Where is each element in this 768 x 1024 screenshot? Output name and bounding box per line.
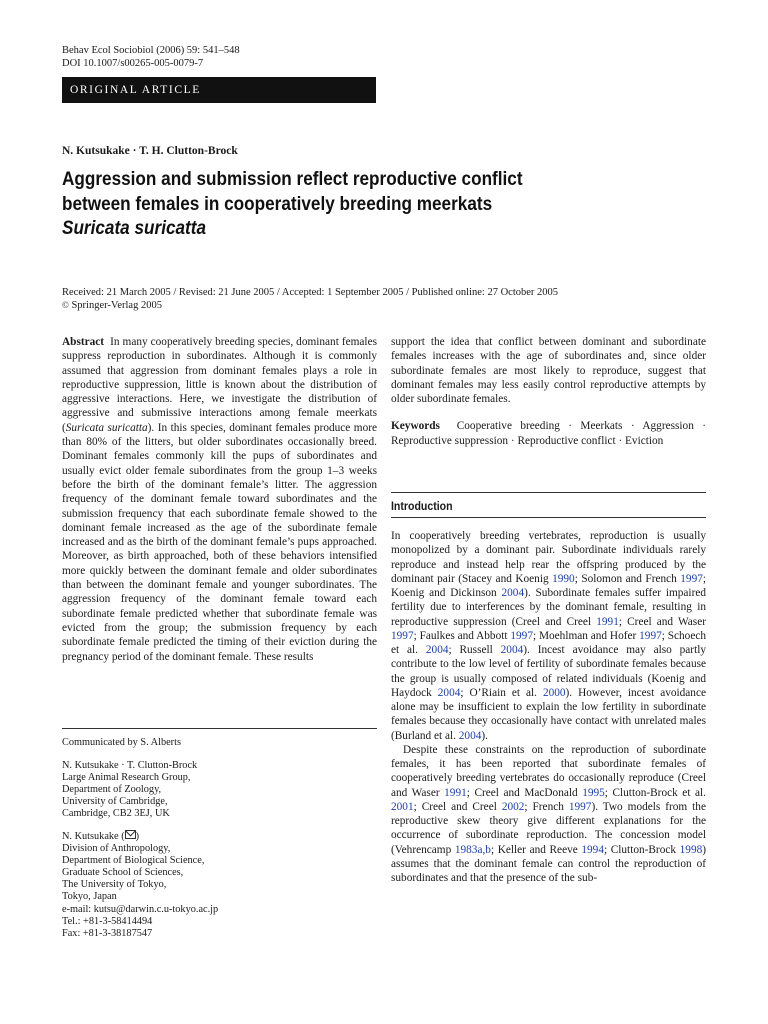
introduction-body: [391, 529, 706, 885]
affiliation-line: Tokyo, Japan: [62, 891, 117, 903]
fax: Fax: +81-3-38187547: [62, 927, 153, 939]
body-text: ; O’Riain et al.: [460, 686, 543, 699]
citation-link[interactable]: 1997: [510, 629, 533, 642]
body-text: ). Two models from the reproductive skew theory give different explanations for the occurrence of subordinate reproduction. The concession model (Vehrencamp: [391, 800, 706, 856]
body-text: ). Subordinate females suffer impaired fertility due to interferences by the dominant female, resulting in reproductive suppression (Creel and Creel: [391, 587, 706, 628]
citation-link[interactable]: 2004: [500, 644, 524, 656]
citation-link[interactable]: 2004: [425, 644, 449, 656]
affiliation-1-names: N. Kutsukake · T. Clutton-Brock: [62, 760, 198, 771]
citation-link[interactable]: 2004: [437, 686, 461, 699]
body-text: In cooperatively breeding vertebrates, reproduction is usually monopolized by a dominant pair. Subordinate individuals rarely reproduce and instead help rear the offspring produced by the dominant pair (Stacey and Koenig: [391, 530, 706, 585]
body-text: ; Creel and Creel: [413, 800, 502, 813]
abstract-section: [62, 335, 377, 664]
affiliation-line: Division of Anthropology,: [62, 843, 171, 855]
title-line-3: Suricata suricatta: [62, 217, 207, 239]
body-text: ). Incest avoidance may also partly contribute to the low level of fertility of subordinate females because the group is usually composed of related individuals (Koenig and Haydock: [391, 644, 706, 699]
corresponding-author-name: N. Kutsukake (: [62, 831, 125, 842]
abstract-text-b: ). In this species, dominant females produce more than 80% of the litters, but older subordinates occasionally breed. Dominant females commonly kill the pups of subordinates and usually evict older female subordinates from the group 1–3 weeks before the birth of the dominant female’s litter. The aggression frequency of the dominant female toward subordinates and the submission frequency that each subordinate female showed to the dominant female increased as the age of the subordinate female increased and as the birth of the dominant female’s pups approached. Moreover, as birth approached, both of these behaviors intensified more quickly between the dominant female and older subordinates than between the dominant female and younger subordinates. The aggression frequency of the dominant female toward each subordinate female predicted whether that subordinate female was evicted from the group; the submission frequency by each subordinate female predicted the timing of their eviction during the pregnancy period of the dominant female. These results: [62, 421, 377, 663]
citation-link[interactable]: 1991: [444, 786, 467, 799]
body-text: ; Moehlman and Hofer: [532, 629, 640, 642]
copyright-symbol: ©: [62, 300, 69, 310]
doi: DOI 10.1007/s00265-005-0079-7: [62, 58, 204, 69]
introduction-paragraph-1: [391, 529, 706, 743]
abstract-continuation: support the idea that conflict between dominant and subordinate females increases with the age of subordinates and, since older subordinate females are most likely to reproduce, suggest that dominant females may less easily control reproductive attempts by older subordinate females.: [391, 336, 706, 406]
citation-link[interactable]: 1990: [552, 572, 575, 585]
section-divider-bottom: [391, 517, 706, 518]
corresponding-author: [62, 830, 218, 843]
abstract-text-a: In many cooperatively breeding species, dominant females suppress reproduction in subordinates. Although it is commonly assumed that aggression from dominant females plays a role in reproductive suppression, little is known about the distribution of aggressive interactions. Here, we investigate the distribution of aggressive and submissive interactions among female meerkats (: [62, 336, 377, 434]
body-text: ; Schoech et al.: [391, 629, 706, 656]
copyright-text: Springer-Verlag 2005: [71, 300, 162, 311]
author-list: N. Kutsukake · T. H. Clutton-Brock: [62, 145, 238, 157]
body-text: ; Clutton-Brock et al.: [604, 786, 706, 799]
citation-link[interactable]: 1997: [568, 800, 592, 813]
right-column: [391, 335, 706, 448]
telephone: Tel.: +81-3-58414494: [62, 915, 153, 927]
footnote-divider: [62, 728, 377, 729]
body-text: ; Faulkes and Abbott: [413, 629, 511, 642]
publication-dates: [62, 286, 722, 312]
corresponding-author-close: ): [135, 831, 140, 842]
communicated-by: Communicated by S. Alberts: [62, 737, 181, 748]
body-text: ; French: [524, 800, 569, 813]
affiliation-1: [62, 760, 197, 820]
citation-link[interactable]: 2004: [458, 729, 482, 742]
affiliation-line: University of Cambridge,: [62, 796, 168, 808]
citation-link[interactable]: 1997: [391, 629, 414, 642]
affiliation-line: Large Animal Research Group,: [62, 772, 191, 784]
keywords-label: Keywords: [391, 420, 440, 433]
abstract-label: Abstract: [62, 336, 105, 348]
citation-link[interactable]: 1991: [596, 615, 619, 628]
article-type-banner: ORIGINAL ARTICLE: [62, 77, 376, 103]
body-text: ) assumes that the dominant female can control the reproduction of subordinates and that the presence of the sub-: [391, 843, 706, 884]
affiliation-line: Graduate School of Sciences,: [62, 867, 184, 879]
affiliation-2: [62, 830, 218, 940]
citation-link[interactable]: 2000: [542, 686, 566, 699]
keywords-text: Cooperative breeding · Meerkats · Aggression · Reproductive suppression · Reproductive conflict · Eviction: [391, 420, 706, 447]
journal-citation: Behav Ecol Sociobiol (2006) 59: 541–548: [62, 45, 240, 56]
email[interactable]: e-mail: kutsu@darwin.c.u-tokyo.ac.jp: [62, 903, 219, 915]
journal-header: [62, 44, 240, 70]
body-text: ). However, incest avoidance alone may be insufficient to explain the low fertility in subordinate females because they occasionally have contact with unrelated males (Burland et al.: [391, 686, 706, 742]
keywords: [391, 419, 706, 448]
section-heading-introduction: Introduction: [391, 499, 453, 513]
date-history: Received: 21 March 2005 / Revised: 21 June 2005 / Accepted: 1 September 2005 / Published online: 27 October 2005: [62, 287, 559, 298]
affiliation-line: Department of Zoology,: [62, 784, 162, 796]
copyright-line: [62, 299, 722, 312]
abstract-paragraph: [62, 335, 377, 664]
citation-link[interactable]: 1983a,b: [454, 843, 491, 856]
citation-link[interactable]: 1997: [680, 572, 703, 585]
citation-link[interactable]: 1995: [582, 786, 605, 799]
citation-link[interactable]: 1994: [581, 843, 604, 856]
body-text: ; Keller and Reeve: [490, 843, 582, 856]
article-title: [62, 167, 643, 241]
affiliation-line: The University of Tokyo,: [62, 879, 167, 891]
citation-link[interactable]: 2004: [501, 587, 525, 599]
body-text: ; Creel and MacDonald: [466, 786, 583, 799]
citation-link[interactable]: 2002: [501, 800, 525, 813]
body-text: Despite these constraints on the reproduction of subordinate females, it has been reported that subordinate females of cooperatively breeding vertebrates do occasionally reproduce (Creel and Waser: [391, 743, 706, 799]
citation-link[interactable]: 1997: [639, 629, 662, 642]
body-text: ; Koenig and Dickinson: [391, 572, 706, 599]
body-text: ; Solomon and French: [574, 572, 681, 585]
citation-link[interactable]: 2001: [391, 800, 414, 813]
citation-link[interactable]: 1998: [679, 843, 703, 856]
envelope-icon: [125, 830, 136, 839]
abstract-species: Suricata suricatta: [65, 421, 148, 434]
body-text: ).: [481, 729, 488, 742]
affiliation-line: Department of Biological Science,: [62, 855, 205, 867]
introduction-paragraph-2: [391, 743, 706, 886]
body-text: ; Russell: [448, 644, 501, 656]
title-line-2: between females in cooperatively breeding meerkats: [62, 192, 493, 215]
affiliation-line: Cambridge, CB2 3EJ, UK: [62, 808, 170, 820]
body-text: ; Creel and Waser: [618, 615, 706, 628]
title-line-1: Aggression and submission reflect reproductive conflict: [62, 168, 523, 190]
section-divider-top: [391, 492, 706, 493]
body-text: ; Clutton-Brock: [603, 843, 680, 856]
